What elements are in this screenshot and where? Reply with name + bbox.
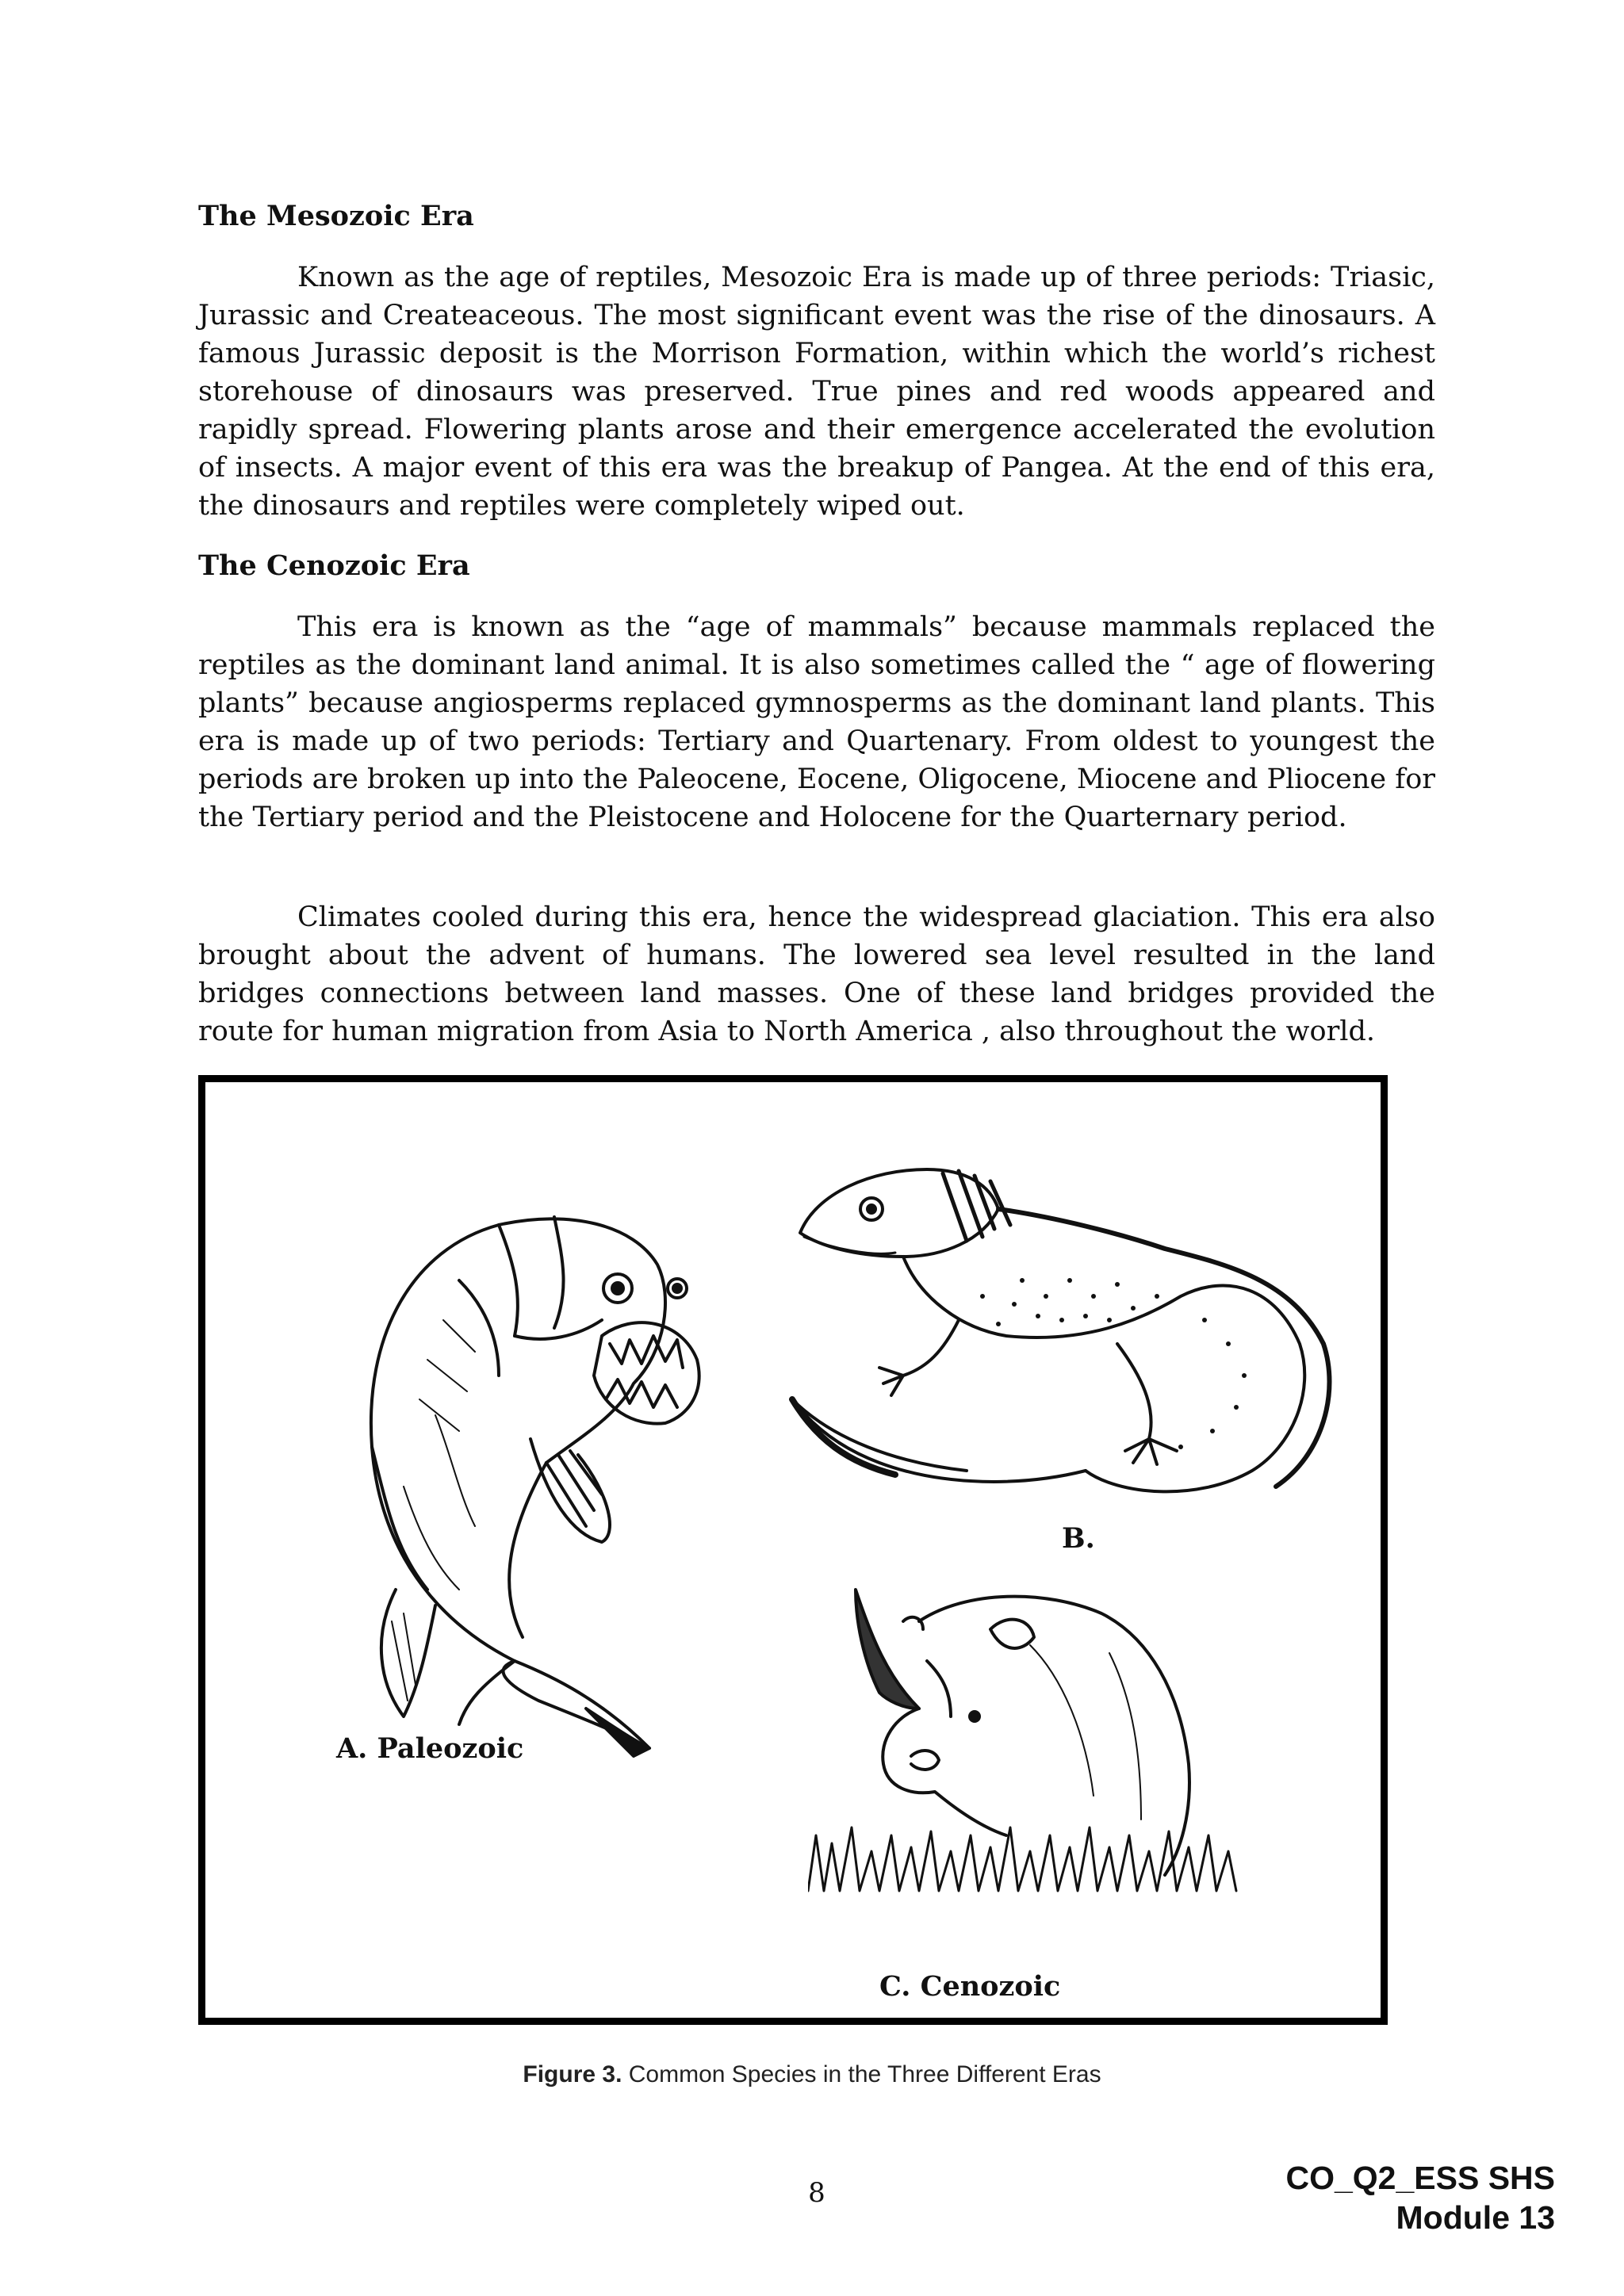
module-code-line-1: CO_Q2_ESS SHS (1285, 2160, 1555, 2196)
caption-bold: Figure 3. (523, 2061, 622, 2087)
module-code (1285, 2158, 1555, 2237)
mesozoic-heading: The Mesozoic Era (198, 200, 474, 232)
cenozoic-paragraph-1: This era is known as the “age of mammals” because mammals replaced the reptiles as the dominant land animal. It is also sometimes called the “ age of flowering plants” because angiosperms replaced gymnosperms as the dominant land plants. This era is made up of two periods: Tertiary and Quartenary. From oldest to youngest the periods are broken up into the Paleocene, Eocene, Oligocene, Miocene and Pliocene for the Tertiary period and the Pleistocene and Holocene for the Quarternary period. (198, 611, 1436, 833)
figure-label-b: B. (1062, 1522, 1095, 1555)
cenozoic-heading: The Cenozoic Era (198, 549, 470, 582)
page-number: 8 (808, 2177, 825, 2209)
caption-text: Common Species in the Three Different Eras (622, 2061, 1101, 2087)
figure-frame (198, 1075, 1388, 2025)
figure-label-c: C. Cenozoic (879, 1970, 1061, 2003)
mesozoic-paragraph: Known as the age of reptiles, Mesozoic Era is made up of three periods: Triasic, Jurassic and Createaceous. The most significant event was the rise of the dinosaurs. A famous Jurassic deposit is the Morrison Formation, within which the world’s richest storehouse of dinosaurs was preserved. True pines and red woods appeared and rapidly spread. Flowering plants arose and their emergence accelerated the evolution of insects. A major event of this era was the breakup of Pangea. At the end of this era, the dinosaurs and reptiles were completely wiped out. (198, 262, 1435, 522)
woolly-rhino-illustration (808, 1574, 1252, 1907)
figure-caption (0, 2061, 1624, 2088)
module-code-line-2: Module 13 (1396, 2199, 1555, 2236)
dunkleosteus-fish-illustration (316, 1177, 792, 1812)
figure-label-a: A. Paleozoic (336, 1732, 524, 1765)
reptile-illustration (784, 1138, 1355, 1534)
cenozoic-paragraph-2: Climates cooled during this era, hence the widespread glaciation. This era also brought about the advent of humans. The lowered sea level resulted in the land bridges connections between land masses. One of these land bridges provided the route for human migration from Asia to North America , also throughout the world. (198, 901, 1435, 1047)
